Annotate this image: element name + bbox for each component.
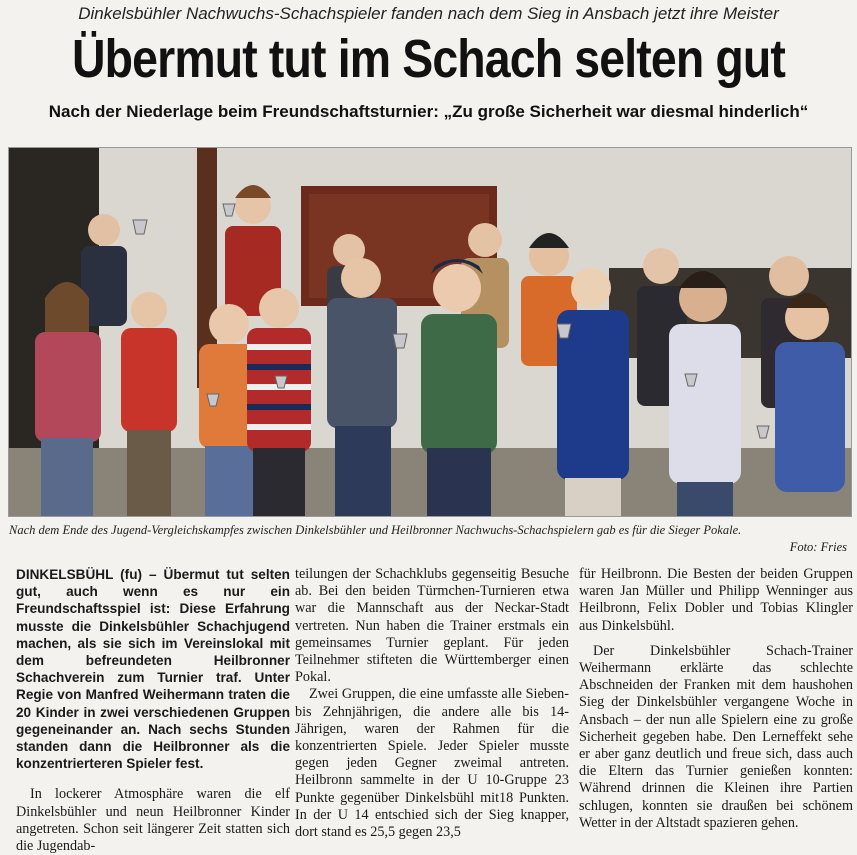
column-1	[16, 566, 290, 855]
paragraph: Der Dinkelsbühler Schach-Trainer Weihermann erklärte das schlechte Abschneiden der Franken mit dem haushohen Sieg der Dinkelsbühler vergangene Woche in Ansbach – der nun alle Spielern eine zu große Sicherheit gegeben habe. Den Lerneffekt sehe er aber ganz deutlich und freue sich, dass auch die Eltern das Turnier genießen konnten: Während drinnen die Kleinen ihre Partien schlugen, konnten sie draußen bei schönem Wetter in der Altstadt spazieren gehen.	[579, 642, 853, 831]
column-2	[295, 566, 569, 841]
column-3	[579, 566, 853, 832]
article-headline: Übermut tut im Schach selten gut	[71, 29, 786, 89]
group-photo	[8, 147, 852, 517]
paragraph: In lockerer Atmosphäre waren die elf Dinkelsbühler und neun Heilbronner Kinder angetreten. Schon seit längerer Zeit statten sich die Jugendab-	[16, 786, 290, 855]
article-kicker: Dinkelsbühler Nachwuchs-Schachspieler fanden nach dem Sieg in Ansbach jetzt ihre Meister	[78, 4, 779, 23]
photo-credit: Foto: Fries	[789, 540, 847, 554]
lead-paragraph: DINKELSBÜHL (fu) – Übermut tut selten gut, auch wenn es nur ein Freundschaftsspiel ist: Diese Erfahrung musste die Dinkelsbühler Schachjugend machen, als sie sich im Vereinslokal mit dem befreundeten Heilbronner Schachverein zum Turnier traf. Unter Regie von Manfred Weihermann traten die 20 Kinder in zwei verschiedenen Gruppen gegeneinander an. Nach sechs Stunden standen dann die Heilbronner als die konzentrierteren Spieler fest.	[16, 567, 290, 772]
paragraph: Zwei Gruppen, die eine umfasste alle Sieben- bis Zehnjährigen, die andere alle bis 14-Jährigen, waren der Rahmen für die konzentrierten Spiele. Jeder Spieler musste gegen jeden Gegner zweimal antreten. Heilbronn sammelte in der U 10-Gruppe 23 Punkte gegenüber Dinkelsbühl mit18 Punkten. In der U 14 entschied sich der Sieg knapper, dort stand es 25,5 gegen 23,5	[295, 686, 569, 841]
photo-illustration	[9, 148, 851, 516]
paragraph: für Heilbronn. Die Besten der beiden Gruppen waren Jan Müller und Philipp Wenninger aus Heilbronn, Felix Dobler und Tobias Klingler aus Dinkelsbühl.	[579, 566, 853, 634]
article-subhead: Nach der Niederlage beim Freundschaftsturnier: „Zu große Sicherheit war diesmal hinderlich“	[48, 102, 809, 121]
paragraph: teilungen der Schachklubs gegenseitig Besuche ab. Bei den beiden Türmchen-Turnieren etwa war die Mannschaft aus der Neckar-Stadt vertreten. Nun haben die Trainer erstmals ein gemeinsames Turnier geplant. Für jeden Teilnehmer stifteten die Württemberger einen Pokal.	[295, 566, 569, 686]
photo-caption: Nach dem Ende des Jugend-Vergleichskampfes zwischen Dinkelsbühler und Heilbronner Nachwuchs-Schachspielern gab es für die Sieger Pokale.	[9, 523, 742, 537]
